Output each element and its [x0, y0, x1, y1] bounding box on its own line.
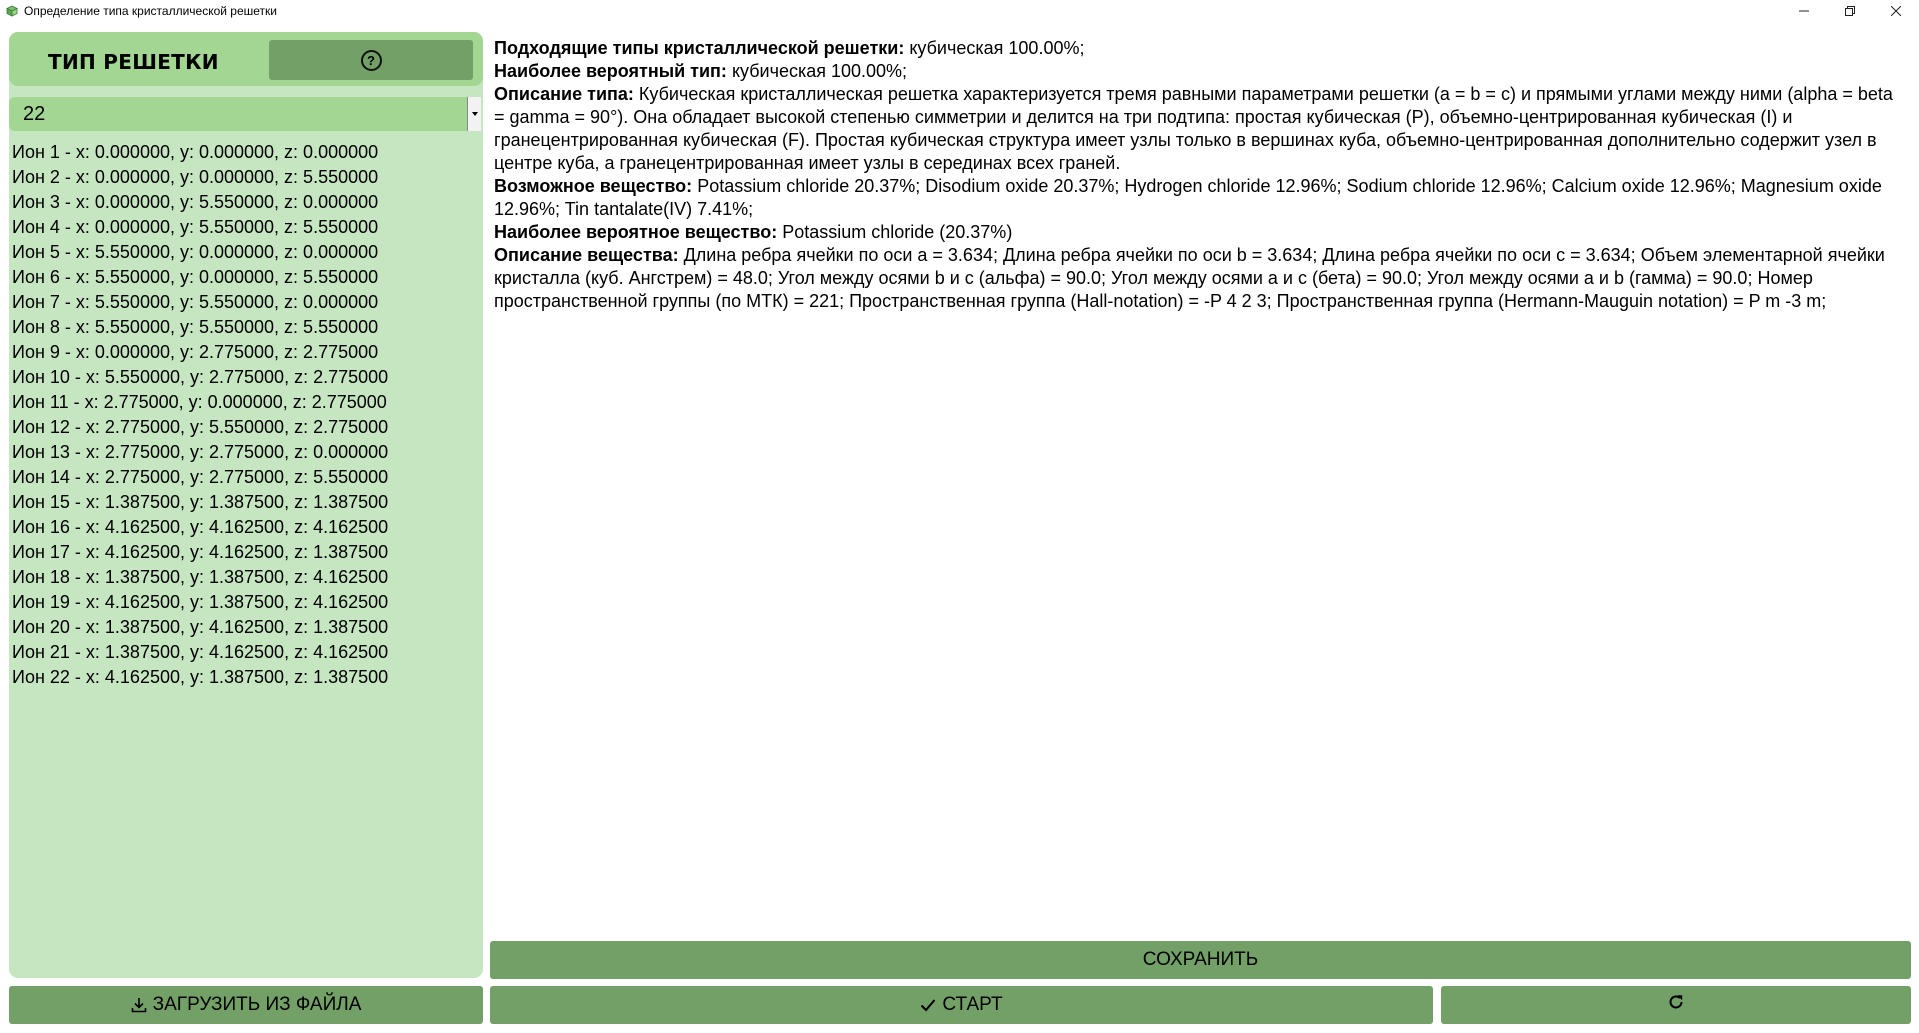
- result-output: [494, 37, 1894, 313]
- window-title: Определение типа кристаллической решетки: [24, 4, 278, 18]
- suitable-types-label: Подходящие типы кристаллической решетки:: [494, 38, 905, 58]
- download-icon: [131, 997, 147, 1013]
- maximize-button[interactable]: [1827, 0, 1873, 22]
- help-button[interactable]: [269, 40, 473, 80]
- ion-list-item[interactable]: Ион 13 - x: 2.775000, y: 2.775000, z: 0.000000: [12, 442, 389, 462]
- refresh-button[interactable]: [1441, 986, 1911, 1024]
- combobox-dropdown-button[interactable]: [467, 97, 481, 131]
- start-button-label: СТАРТ: [942, 994, 1003, 1015]
- ion-list-item[interactable]: Ион 2 - x: 0.000000, y: 0.000000, z: 5.550000: [12, 167, 379, 187]
- substance-description-line: [494, 244, 1894, 313]
- ion-list-item[interactable]: Ион 10 - x: 5.550000, y: 2.775000, z: 2.775000: [12, 367, 389, 387]
- ion-list-item[interactable]: Ион 8 - x: 5.550000, y: 5.550000, z: 5.550000: [12, 317, 379, 337]
- ion-count-value: 22: [23, 103, 46, 125]
- possible-substance-label: Возможное вещество:: [494, 176, 693, 196]
- probable-substance-line: [494, 221, 1894, 244]
- ion-list-item[interactable]: Ион 15 - x: 1.387500, y: 1.387500, z: 1.387500: [12, 492, 389, 512]
- question-circle-icon: ?: [361, 50, 382, 71]
- close-icon: [1891, 6, 1901, 16]
- ion-list-item[interactable]: Ион 18 - x: 1.387500, y: 1.387500, z: 4.162500: [12, 567, 389, 587]
- suitable-types-line: [494, 37, 1894, 60]
- type-description-value: Кубическая кристаллическая решетка характеризуется тремя равными параметрами решетки (a = b = c) и прямыми углами между ними (alpha = beta = gamma = 90°). Она обладает высокой степенью симметрии и делится на три подтипа: простая кубическая (P), объемно-центрированная кубическая (I) и гранецентрированная кубическая (F). Простая кубическая структура имеет узлы только в вершинах куба, объемно-центрированная дополнительно содержит узел в центре куба, а гранецентрированная имеет узлы в серединах всех граней.: [494, 84, 1893, 173]
- possible-substance-value: Potassium chloride 20.37%; Disodium oxide 20.37%; Hydrogen chloride 12.96%; Sodium chloride 12.96%; Calcium oxide 12.96%; Magnesium oxide 12.96%; Tin tantalate(IV) 7.41%;: [494, 176, 1882, 219]
- window-controls: [1781, 0, 1919, 22]
- probable-substance-value: Potassium chloride (20.37%): [777, 222, 1013, 242]
- lattice-type-title: ТИП РЕШЕТКИ: [48, 50, 219, 74]
- chevron-down-icon: [472, 112, 478, 116]
- minimize-button[interactable]: [1781, 0, 1827, 22]
- ion-list-item[interactable]: Ион 21 - x: 1.387500, y: 4.162500, z: 4.162500: [12, 642, 389, 662]
- refresh-icon: [1667, 993, 1685, 1017]
- ion-list-item[interactable]: Ион 17 - x: 4.162500, y: 4.162500, z: 1.387500: [12, 542, 389, 562]
- substance-description-value: Длина ребра ячейки по оси a = 3.634; Длина ребра ячейки по оси b = 3.634; Длина ребра ячейки по оси c = 3.634; Объем элементарной ячейки кристалла (куб. Ангстрем) = 48.0; Угол между осями b и c (альфа) = 90.0; Угол между осями a и c (бета) = 90.0; Угол между осями a и b (гамма) = 90.0; Номер пространственной группы (по МТК) = 221; Пространственная группа (Hall-notation) = -P 4 2 3; Пространственная группа (Hermann-Mauguin notation) = P m -3 m;: [494, 245, 1885, 311]
- probable-substance-label: Наиболее вероятное вещество:: [494, 222, 778, 242]
- ion-list-item[interactable]: Ион 7 - x: 5.550000, y: 5.550000, z: 0.000000: [12, 292, 379, 312]
- type-description-label: Описание типа:: [494, 84, 634, 104]
- ion-list-item[interactable]: Ион 14 - x: 2.775000, y: 2.775000, z: 5.550000: [12, 467, 389, 487]
- load-from-file-label: ЗАГРУЗИТЬ ИЗ ФАЙЛА: [152, 994, 362, 1015]
- substance-description-label: Описание вещества:: [494, 245, 679, 265]
- ion-list-item[interactable]: Ион 1 - x: 0.000000, y: 0.000000, z: 0.000000: [12, 142, 379, 162]
- save-button-label: СОХРАНИТЬ: [1142, 949, 1259, 970]
- ion-list-item[interactable]: Ион 12 - x: 2.775000, y: 5.550000, z: 2.775000: [12, 417, 389, 437]
- probable-type-value: кубическая 100.00%;: [726, 61, 908, 81]
- title-bar: [0, 0, 1919, 22]
- close-button[interactable]: [1873, 0, 1919, 22]
- ion-list-item[interactable]: Ион 6 - x: 5.550000, y: 0.000000, z: 5.550000: [12, 267, 379, 287]
- ion-list-item[interactable]: Ион 11 - x: 2.775000, y: 0.000000, z: 2.775000: [12, 392, 387, 412]
- app-cube-icon: [6, 5, 18, 17]
- probable-type-label: Наиболее вероятный тип:: [494, 61, 727, 81]
- ion-list-item[interactable]: Ион 5 - x: 5.550000, y: 0.000000, z: 0.000000: [12, 242, 379, 262]
- ion-count-combobox[interactable]: [9, 97, 481, 131]
- ion-list-item[interactable]: Ион 3 - x: 0.000000, y: 5.550000, z: 0.000000: [12, 192, 379, 212]
- save-button[interactable]: [490, 941, 1911, 979]
- ion-list-item[interactable]: Ион 22 - x: 4.162500, y: 1.387500, z: 1.387500: [12, 667, 389, 687]
- ion-list-item[interactable]: Ион 4 - x: 0.000000, y: 5.550000, z: 5.550000: [12, 217, 379, 237]
- minimize-icon: [1799, 6, 1809, 16]
- start-button[interactable]: [490, 986, 1433, 1024]
- ion-list-item[interactable]: Ион 20 - x: 1.387500, y: 4.162500, z: 1.387500: [12, 617, 389, 637]
- check-icon: [920, 998, 936, 1012]
- ion-list-item[interactable]: Ион 9 - x: 0.000000, y: 2.775000, z: 2.775000: [12, 342, 379, 362]
- ion-list-item[interactable]: Ион 16 - x: 4.162500, y: 4.162500, z: 4.162500: [12, 517, 389, 537]
- ion-list-item[interactable]: Ион 19 - x: 4.162500, y: 1.387500, z: 4.162500: [12, 592, 389, 612]
- restore-icon: [1845, 6, 1855, 16]
- ion-list[interactable]: [12, 140, 472, 690]
- probable-type-line: [494, 60, 1894, 83]
- type-description-line: [494, 83, 1894, 175]
- possible-substance-line: [494, 175, 1894, 221]
- suitable-types-value: кубическая 100.00%;: [904, 38, 1085, 58]
- load-from-file-button[interactable]: [9, 986, 483, 1024]
